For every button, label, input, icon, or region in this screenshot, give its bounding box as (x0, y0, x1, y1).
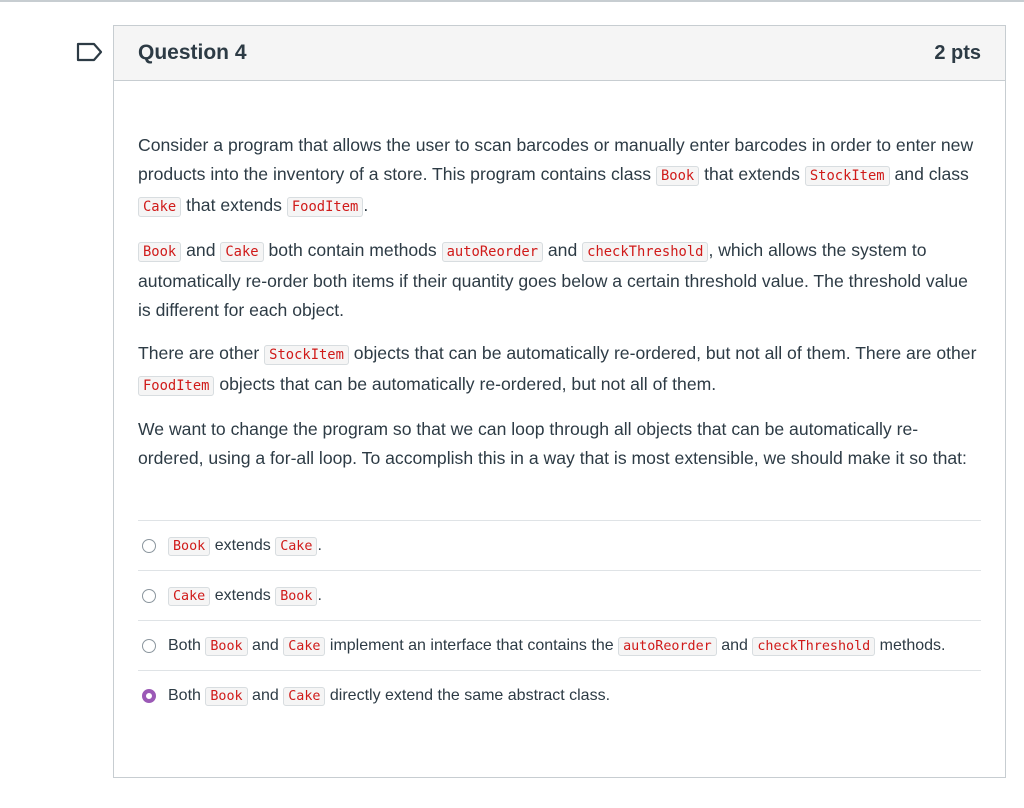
text-run: that extends (699, 164, 805, 184)
text-run: objects that can be automatically re-ordered, but not all of them. There are other (348, 343, 977, 363)
text-run: and (247, 637, 284, 654)
radio-icon[interactable] (142, 539, 156, 553)
text-run: that extends (181, 195, 287, 215)
text-run: We want to change the program so that we can loop through all objects that can be automatically re-ordered, using a for-all loop. To accomplish this in a way that is most extensible, we should make it so that: (138, 419, 967, 468)
inline-code: Book (275, 587, 317, 606)
flag-question-icon[interactable] (76, 42, 104, 62)
radio-icon[interactable] (142, 639, 156, 653)
text-run: directly extend the same abstract class. (325, 687, 611, 704)
text-run: . (363, 195, 369, 215)
inline-code: Cake (283, 687, 325, 706)
answer-label (168, 533, 981, 559)
text-run: extends (210, 537, 276, 554)
answer-label (168, 583, 981, 609)
question-points: 2 pts (934, 41, 981, 64)
radio-icon[interactable] (142, 589, 156, 603)
text-run: . (317, 587, 322, 604)
inline-code: FoodItem (287, 197, 363, 217)
answer-list (138, 520, 981, 720)
inline-code: Book (168, 537, 210, 556)
question-paragraph-3 (138, 339, 981, 401)
inline-code: Book (656, 166, 699, 186)
inline-code: Book (205, 637, 247, 656)
question-text (138, 131, 981, 473)
inline-code: Cake (220, 242, 263, 262)
inline-code: autoReorder (618, 637, 717, 656)
text-run: both contain methods (263, 240, 442, 260)
text-run: methods. (875, 637, 946, 654)
inline-code: Cake (275, 537, 317, 556)
radio-selected-icon[interactable] (142, 689, 156, 703)
inline-code: Book (205, 687, 247, 706)
answer-option-3[interactable] (138, 621, 981, 671)
text-run: . (317, 537, 322, 554)
inline-code: Cake (138, 197, 181, 217)
question-card (113, 25, 1006, 778)
question-paragraph-4 (138, 415, 981, 473)
answer-option-4[interactable] (138, 671, 981, 720)
inline-code: StockItem (805, 166, 890, 186)
inline-code: FoodItem (138, 376, 214, 396)
answer-option-1[interactable] (138, 521, 981, 571)
answer-option-2[interactable] (138, 571, 981, 621)
text-run: Both (168, 687, 206, 704)
question-title: Question 4 (138, 41, 247, 64)
inline-code: Cake (283, 637, 325, 656)
inline-code: StockItem (264, 345, 349, 365)
inline-code: autoReorder (442, 242, 543, 262)
top-divider (0, 0, 1024, 2)
text-run: and class (889, 164, 969, 184)
text-run: Consider a program that allows the user to scan barcodes or manually enter barcodes in order to enter new products into the inventory of a store. This program contains class (138, 135, 974, 184)
question-header (114, 26, 1005, 81)
text-run: objects that can be automatically re-ordered, but not all of them. (214, 374, 717, 394)
text-run: implement an interface that contains the (325, 637, 619, 654)
answer-label (168, 683, 981, 709)
text-run: Both (168, 637, 206, 654)
answer-label (168, 633, 981, 659)
text-run: and (181, 240, 221, 260)
text-run: , which allows the system to automatically re-order both items if their quantity goes below a certain threshold value. The threshold value is different for each object. (138, 240, 968, 320)
question-body (114, 81, 1005, 720)
inline-code: Cake (168, 587, 210, 606)
text-run: There are other (138, 343, 265, 363)
text-run: and (247, 687, 284, 704)
question-paragraph-1 (138, 131, 981, 222)
question-paragraph-2 (138, 236, 981, 325)
inline-code: checkThreshold (752, 637, 875, 656)
inline-code: Book (138, 242, 181, 262)
text-run: extends (210, 587, 276, 604)
inline-code: checkThreshold (582, 242, 708, 262)
text-run: and (543, 240, 583, 260)
text-run: and (716, 637, 753, 654)
